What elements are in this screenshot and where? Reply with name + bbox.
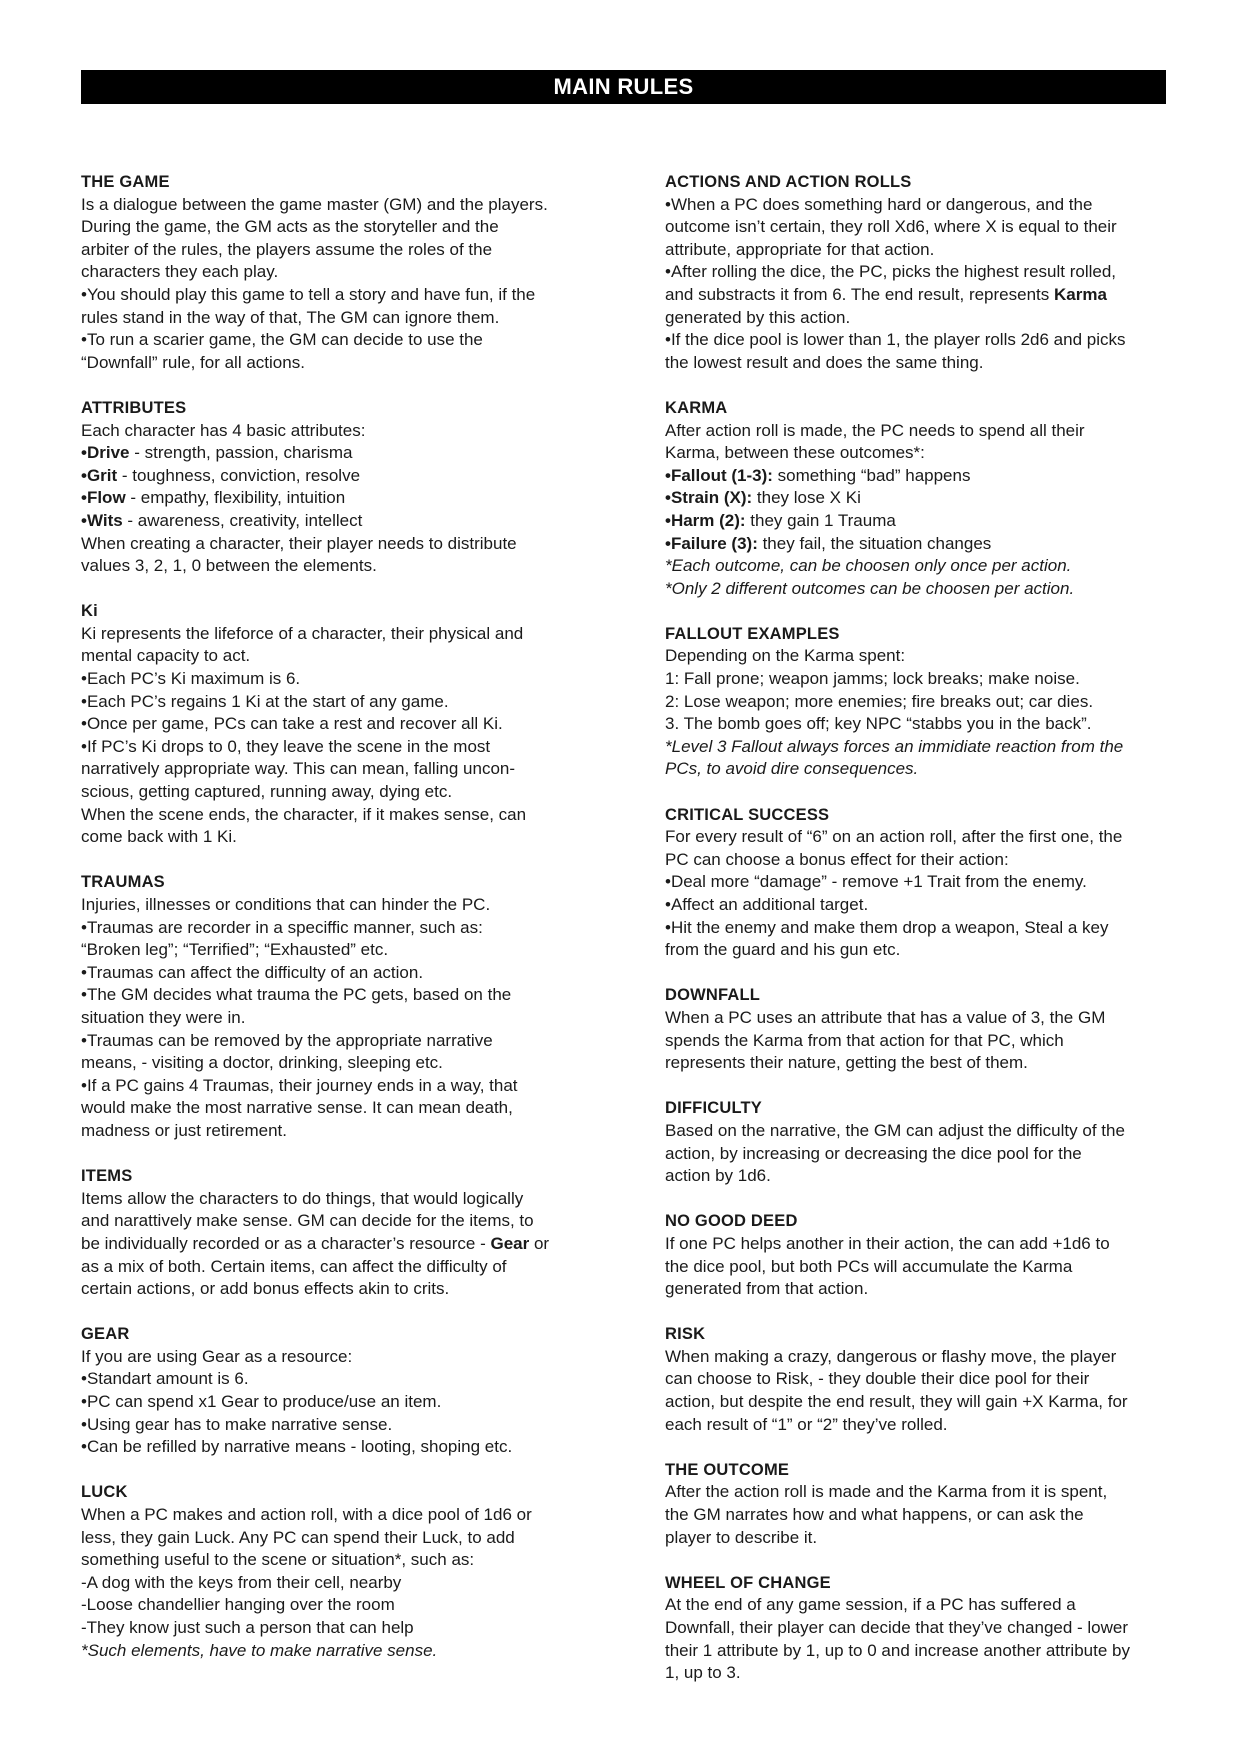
text-line <box>81 1278 601 1301</box>
text-run: values 3, 2, 1, 0 between the elements. <box>81 556 377 576</box>
section-heading: ACTIONS AND ACTION ROLLS <box>665 173 912 191</box>
rules-section <box>81 1323 601 1459</box>
text-run: •After rolling the dice, the PC, picks the highest result rolled, <box>665 262 1117 282</box>
rules-section <box>665 1459 1175 1549</box>
text-run: •Traumas can be removed by the appropriate narrative <box>81 1030 493 1050</box>
text-run: •PC can spend x1 Gear to produce/use an item. <box>81 1392 442 1412</box>
section-heading: FALLOUT EXAMPLES <box>665 624 840 643</box>
text-line <box>665 555 1175 578</box>
text-run: they gain 1 Trauma <box>745 510 896 530</box>
text-run: •The GM decides what trauma the PC gets, based on the <box>81 985 512 1005</box>
text-line <box>81 555 601 578</box>
right-column <box>665 171 1175 1707</box>
text-line <box>81 194 601 217</box>
text-line <box>81 984 601 1007</box>
text-run: At the end of any game session, if a PC has suffered a <box>665 1595 1076 1615</box>
bold-term: Karma <box>1053 284 1107 304</box>
text-line <box>665 216 1175 239</box>
text-line <box>665 1662 1175 1685</box>
text-line <box>81 894 601 917</box>
text-run: - empathy, flexibility, intuition <box>125 488 346 508</box>
text-line <box>81 1007 601 1030</box>
text-line <box>81 442 601 465</box>
text-line <box>81 1097 601 1120</box>
text-run: as a mix of both. Certain items, can affect the difficulty of <box>81 1256 507 1276</box>
text-line <box>665 871 1175 894</box>
text-run: means, - visiting a doctor, drinking, sleeping etc. <box>81 1053 443 1073</box>
rules-section <box>81 600 601 849</box>
text-line <box>665 1007 1175 1030</box>
text-line <box>665 1233 1175 1256</box>
text-line <box>81 826 601 849</box>
text-run: •Hit the enemy and make them drop a weapon, Steal a key <box>665 917 1109 937</box>
text-line <box>81 533 601 556</box>
text-run: their 1 attribute by 1, up to 0 and increase another attribute by <box>665 1640 1130 1660</box>
section-heading: GEAR <box>81 1325 130 1344</box>
text-line <box>665 917 1175 940</box>
text-run: they lose X Ki <box>752 488 861 508</box>
section-heading: WHEEL OF CHANGE <box>665 1573 831 1592</box>
text-run: each result of “1” or “2” they’ve rolled. <box>665 1414 948 1434</box>
bold-term: Gear <box>490 1233 530 1253</box>
text-line <box>81 1617 601 1640</box>
text-run: After action roll is made, the PC needs to spend all their <box>665 420 1085 440</box>
text-line <box>81 1549 601 1572</box>
text-run: *Only 2 different outcomes can be choosen per action. <box>665 578 1075 598</box>
text-line <box>665 736 1175 759</box>
text-run: •If PC’s Ki drops to 0, they leave the scene in the most <box>81 736 491 756</box>
rules-section <box>665 623 1175 781</box>
text-run: For every result of “6” on an action roll, after the first one, the <box>665 827 1123 847</box>
bold-term: •Drive <box>81 443 130 463</box>
text-run: “Downfall” rule, for all actions. <box>81 352 305 372</box>
page-title-banner: MAIN RULES <box>81 70 1166 104</box>
rules-section <box>665 1323 1175 1436</box>
text-run: •To run a scarier game, the GM can decide to use the <box>81 330 483 350</box>
text-run: madness or just retirement. <box>81 1120 287 1140</box>
text-line <box>81 239 601 262</box>
text-line <box>665 758 1175 781</box>
text-run: mental capacity to act. <box>81 646 251 666</box>
text-run: Items allow the characters to do things, that would logically <box>81 1188 524 1208</box>
text-run: PCs, to avoid dire consequences. <box>665 759 919 779</box>
text-line <box>81 962 601 985</box>
text-line <box>665 352 1175 375</box>
text-run: 3. The bomb goes off; key NPC “stabbs you in the back”. <box>665 714 1092 734</box>
bold-term: •Strain (X): <box>665 488 753 508</box>
text-line <box>665 420 1175 443</box>
text-line <box>665 487 1175 510</box>
text-run: •Traumas are recorder in a speciffic manner, such as: <box>81 917 483 937</box>
text-line <box>81 713 601 736</box>
text-line <box>81 917 601 940</box>
left-column <box>81 171 601 1685</box>
text-run: 1, up to 3. <box>665 1663 741 1683</box>
bold-term: •Grit <box>81 465 118 485</box>
text-run: •Can be refilled by narrative means - looting, shoping etc. <box>81 1437 513 1457</box>
text-line <box>81 307 601 330</box>
text-run: If you are using Gear as a resource: <box>81 1346 353 1366</box>
text-run: generated from that action. <box>665 1279 869 1299</box>
text-line <box>665 691 1175 714</box>
text-run: When a PC uses an attribute that has a value of 3, the GM <box>665 1007 1106 1027</box>
text-run: Downfall, their player can decide that they’ve changed - lower <box>665 1618 1129 1637</box>
text-line <box>665 1504 1175 1527</box>
text-line <box>81 736 601 759</box>
text-line <box>81 1527 601 1550</box>
text-line <box>81 1075 601 1098</box>
text-line <box>665 1143 1175 1166</box>
text-line <box>665 826 1175 849</box>
text-run: outcome isn’t certain, they roll Xd6, where X is equal to their <box>665 217 1117 237</box>
text-run: and substracts it from 6. The end result, represents <box>665 284 1054 304</box>
text-run: less, they gain Luck. Any PC can spend their Luck, to add <box>81 1527 515 1547</box>
text-line <box>665 713 1175 736</box>
text-run: 1: Fall prone; weapon jamms; lock breaks; make noise. <box>665 669 1080 689</box>
text-line <box>81 1572 601 1595</box>
text-line <box>665 1256 1175 1279</box>
rules-section <box>81 397 601 578</box>
text-run: scious, getting captured, running away, dying etc. <box>81 782 453 802</box>
text-line <box>81 1504 601 1527</box>
text-run: would make the most narrative sense. It can mean death, <box>81 1098 513 1118</box>
text-run: -Loose chandellier hanging over the room <box>81 1595 395 1615</box>
text-run: be individually recorded or as a character’s resource - <box>81 1233 491 1253</box>
text-run: represents their nature, getting the best of them. <box>665 1053 1028 1073</box>
rules-section <box>665 397 1175 600</box>
section-heading: TRAUMAS <box>81 873 165 892</box>
text-line <box>81 1346 601 1369</box>
text-line <box>665 533 1175 556</box>
text-line <box>81 623 601 646</box>
text-line <box>81 1188 601 1211</box>
text-run: Each character has 4 basic attributes: <box>81 420 366 440</box>
rules-section <box>665 1210 1175 1300</box>
text-run: they fail, the situation changes <box>757 533 992 553</box>
text-run: Ki represents the lifeforce of a character, their physical and <box>81 623 524 643</box>
rules-section <box>81 171 601 374</box>
text-line <box>665 239 1175 262</box>
text-line <box>665 1120 1175 1143</box>
text-line <box>665 307 1175 330</box>
text-line <box>81 216 601 239</box>
text-line <box>665 849 1175 872</box>
text-run: During the game, the GM acts as the storyteller and the <box>81 217 499 237</box>
section-heading: ITEMS <box>81 1167 133 1186</box>
text-run: •Deal more “damage” - remove +1 Trait from the enemy. <box>665 872 1087 892</box>
rules-section <box>665 984 1175 1074</box>
text-line <box>665 668 1175 691</box>
section-heading: ATTRIBUTES <box>81 398 187 417</box>
text-run: attribute, appropriate for that action. <box>665 239 935 259</box>
section-heading: NO GOOD DEED <box>665 1212 798 1231</box>
section-heading: DOWNFALL <box>665 986 761 1005</box>
text-line <box>665 1481 1175 1504</box>
text-line <box>81 1210 601 1233</box>
section-heading: RISK <box>665 1325 706 1344</box>
text-run: situation they were in. <box>81 1007 246 1027</box>
text-run: When making a crazy, dangerous or flashy move, the player <box>665 1346 1117 1366</box>
text-line <box>665 329 1175 352</box>
text-run: rules stand in the way of that, The GM can ignore them. <box>81 307 500 327</box>
text-line <box>665 465 1175 488</box>
text-line <box>665 510 1175 533</box>
rules-section <box>665 804 1175 962</box>
text-run: •Traumas can affect the difficulty of an action. <box>81 962 424 982</box>
text-line <box>81 1414 601 1437</box>
text-run: characters they each play. <box>81 262 279 282</box>
text-run: -A dog with the keys from their cell, nearby <box>81 1572 402 1592</box>
text-line <box>665 1640 1175 1663</box>
rules-section <box>665 171 1175 374</box>
text-run: *Each outcome, can be choosen only once per action. <box>665 556 1072 576</box>
text-line <box>81 1640 601 1663</box>
text-line <box>81 1391 601 1414</box>
bold-term: •Fallout (1-3): <box>665 465 773 485</box>
text-run: •Once per game, PCs can take a rest and recover all Ki. <box>81 714 503 734</box>
text-run: narratively appropriate way. This can mean, falling uncon- <box>81 759 516 779</box>
text-line <box>81 1436 601 1459</box>
text-line <box>665 1527 1175 1550</box>
rules-section <box>81 871 601 1142</box>
text-run: generated by this action. <box>665 307 851 327</box>
text-run: - strength, passion, charisma <box>129 443 353 463</box>
bold-term: •Harm (2): <box>665 510 746 530</box>
bold-term: •Failure (3): <box>665 533 758 553</box>
text-line <box>665 894 1175 917</box>
text-run: “Broken leg”; “Terrified”; “Exhausted” etc. <box>81 940 389 960</box>
text-line <box>81 645 601 668</box>
text-run: from the guard and his gun etc. <box>665 940 901 960</box>
text-line <box>665 939 1175 962</box>
bold-term: •Wits <box>81 510 123 530</box>
text-line <box>665 1165 1175 1188</box>
text-run: Based on the narrative, the GM can adjust the difficulty of the <box>665 1120 1125 1140</box>
text-run: When creating a character, their player needs to distribute <box>81 533 517 553</box>
section-heading: DIFFICULTY <box>665 1099 763 1118</box>
text-line <box>665 645 1175 668</box>
text-run: •Each PC’s Ki maximum is 6. <box>81 669 301 689</box>
text-line <box>665 578 1175 601</box>
text-run: 2: Lose weapon; more enemies; fire breaks out; car dies. <box>665 691 1094 711</box>
text-run: •If a PC gains 4 Traumas, their journey ends in a way, that <box>81 1075 518 1095</box>
text-line <box>81 261 601 284</box>
text-line <box>81 329 601 352</box>
text-line <box>81 1120 601 1143</box>
section-heading: KARMA <box>665 398 728 417</box>
text-line <box>81 804 601 827</box>
text-line <box>665 1052 1175 1075</box>
rules-section <box>665 1097 1175 1187</box>
text-line <box>665 194 1175 217</box>
section-heading: CRITICAL SUCCESS <box>665 805 830 824</box>
text-run: •Each PC’s regains 1 Ki at the start of any game. <box>81 691 449 711</box>
text-line <box>665 442 1175 465</box>
text-line <box>665 1030 1175 1053</box>
text-run: come back with 1 Ki. <box>81 827 237 847</box>
text-run: *Such elements, have to make narrative sense. <box>81 1640 438 1660</box>
text-run: the dice pool, but both PCs will accumulate the Karma <box>665 1256 1073 1276</box>
section-heading: THE OUTCOME <box>665 1460 790 1479</box>
text-line <box>81 510 601 533</box>
text-line <box>81 668 601 691</box>
text-run: •If the dice pool is lower than 1, the player rolls 2d6 and picks <box>665 330 1126 350</box>
text-line <box>81 691 601 714</box>
text-line <box>665 284 1175 307</box>
text-run: *Level 3 Fallout always forces an immidiate reaction from the <box>665 736 1124 756</box>
text-run: action, but despite the end result, they will gain +X Karma, for <box>665 1392 1128 1412</box>
text-run: or <box>529 1233 550 1253</box>
text-run: When the scene ends, the character, if it makes sense, can <box>81 804 527 824</box>
text-run: Depending on the Karma spent: <box>665 646 906 666</box>
text-line <box>81 939 601 962</box>
section-heading: LUCK <box>81 1483 128 1502</box>
text-run: •Affect an additional target. <box>665 895 869 914</box>
text-run: •When a PC does something hard or dangerous, and the <box>665 194 1093 214</box>
text-run: •Using gear has to make narrative sense. <box>81 1414 393 1434</box>
text-line <box>81 1368 601 1391</box>
text-run: and narattively make sense. GM can decide for the items, to <box>81 1211 534 1231</box>
rules-section <box>81 1165 601 1301</box>
section-heading: Ki <box>81 602 98 621</box>
text-run: spends the Karma from that action for that PC, which <box>665 1030 1064 1050</box>
rules-section <box>81 1481 601 1662</box>
text-run: action by 1d6. <box>665 1166 771 1186</box>
text-run: can choose to Risk, - they double their dice pool for their <box>665 1369 1090 1389</box>
text-line <box>665 1346 1175 1369</box>
text-run: arbiter of the rules, the players assume the roles of the <box>81 239 493 259</box>
text-line <box>665 1414 1175 1437</box>
text-run: action, by increasing or decreasing the dice pool for the <box>665 1143 1082 1163</box>
text-run: - awareness, creativity, intellect <box>122 510 363 530</box>
text-line <box>665 1391 1175 1414</box>
text-line <box>665 1278 1175 1301</box>
text-line <box>81 781 601 804</box>
text-run: - toughness, conviction, resolve <box>117 465 361 485</box>
text-run: the lowest result and does the same thing. <box>665 352 984 372</box>
text-line <box>81 1052 601 1075</box>
text-run: -They know just such a person that can help <box>81 1618 414 1637</box>
text-run: Injuries, illnesses or conditions that can hinder the PC. <box>81 895 491 914</box>
text-line <box>665 1594 1175 1617</box>
text-line <box>81 1233 601 1256</box>
text-run: player to describe it. <box>665 1527 818 1547</box>
text-run: Is a dialogue between the game master (GM) and the players. <box>81 194 548 214</box>
text-line <box>81 1030 601 1053</box>
text-run: •Standart amount is 6. <box>81 1369 249 1389</box>
bold-term: •Flow <box>81 488 126 508</box>
text-line <box>665 261 1175 284</box>
text-line <box>81 465 601 488</box>
text-line <box>81 352 601 375</box>
text-run: When a PC makes and action roll, with a dice pool of 1d6 or <box>81 1505 532 1525</box>
text-run: the GM narrates how and what happens, or can ask the <box>665 1505 1084 1525</box>
text-line <box>81 758 601 781</box>
text-run: If one PC helps another in their action, the can add +1d6 to <box>665 1233 1110 1253</box>
text-run: something “bad” happens <box>772 465 971 485</box>
text-run: certain actions, or add bonus effects akin to crits. <box>81 1279 450 1299</box>
text-line <box>665 1617 1175 1640</box>
text-run: •You should play this game to tell a story and have fun, if the <box>81 284 536 304</box>
section-heading: THE GAME <box>81 173 170 191</box>
text-run: After the action roll is made and the Karma from it is spent, <box>665 1482 1108 1502</box>
text-line <box>81 284 601 307</box>
text-line <box>665 1368 1175 1391</box>
text-line <box>81 1256 601 1279</box>
text-line <box>81 1594 601 1617</box>
text-line <box>81 487 601 510</box>
text-run: Karma, between these outcomes*: <box>665 443 925 463</box>
rules-section <box>665 1572 1175 1685</box>
text-run: PC can choose a bonus effect for their action: <box>665 849 1009 869</box>
text-line <box>81 420 601 443</box>
text-run: something useful to the scene or situation*, such as: <box>81 1550 475 1570</box>
